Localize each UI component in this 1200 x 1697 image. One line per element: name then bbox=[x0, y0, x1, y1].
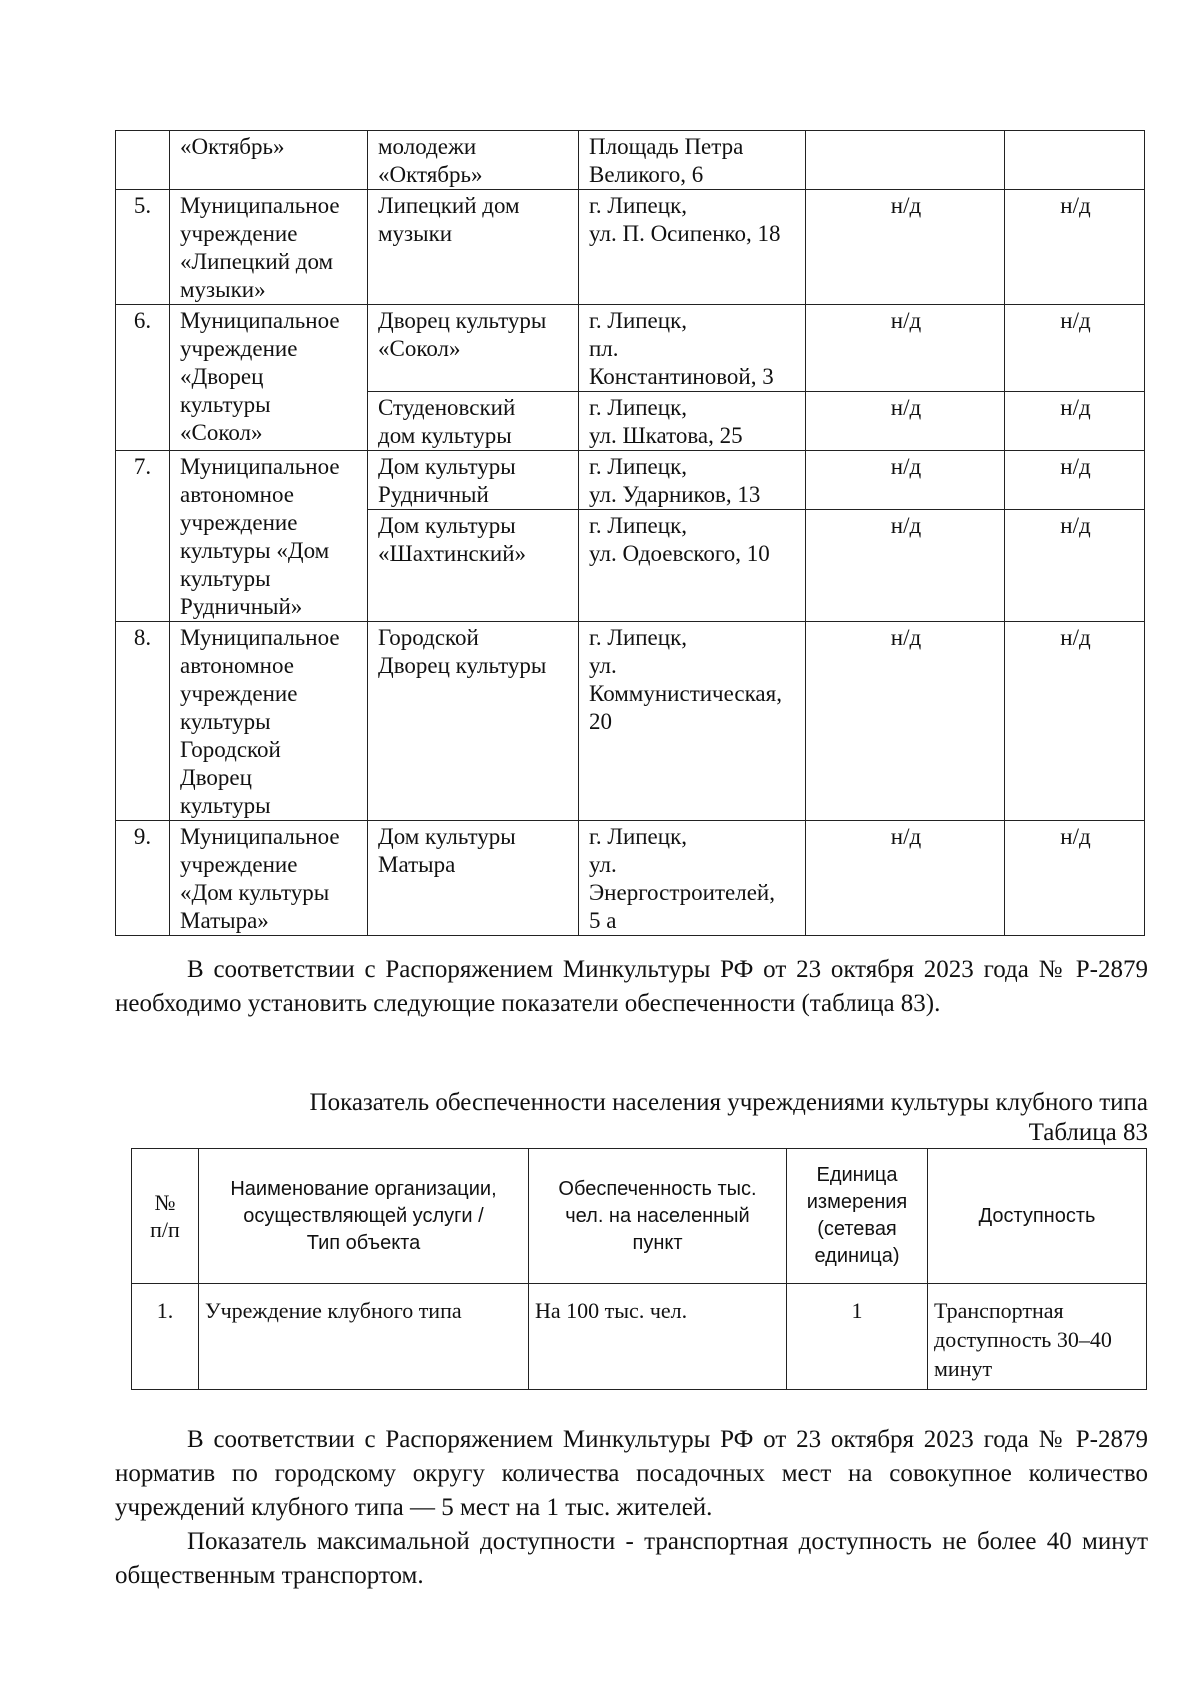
address-cell: г. Липецк, ул. П. Осипенко, 18 bbox=[579, 190, 806, 305]
value-cell: н/д bbox=[806, 305, 1005, 392]
organization-cell: Муниципальное учреждение «Дворец культуры «Сокол» bbox=[170, 305, 368, 451]
header-unit: Единица измерения (сетевая единица) bbox=[787, 1149, 928, 1284]
row-number: 9. bbox=[116, 821, 170, 936]
address-cell: г. Липецк, пл. Константиновой, 3 bbox=[579, 305, 806, 392]
table-row bbox=[116, 821, 1145, 936]
value-cell bbox=[1005, 131, 1145, 190]
paragraph-text: Показатель максимальной доступности - транспортная доступность не более 40 минут общественным транспортом. bbox=[115, 1528, 1148, 1589]
paragraph-seating-norm bbox=[115, 1423, 1148, 1525]
facility-name-cell: молодежи «Октябрь» bbox=[368, 131, 579, 190]
value-cell: н/д bbox=[806, 510, 1005, 622]
header-number: № п/п bbox=[132, 1149, 199, 1284]
value-cell: н/д bbox=[1005, 392, 1145, 451]
address-cell: г. Липецк, ул. Шкатова, 25 bbox=[579, 392, 806, 451]
organization-cell: Муниципальное учреждение «Дом культуры Матыра» bbox=[170, 821, 368, 936]
organization-cell: «Октябрь» bbox=[170, 131, 368, 190]
facility-name-cell: Дом культуры Рудничный bbox=[368, 451, 579, 510]
header-provision: Обеспеченность тыс. чел. на населенный пункт bbox=[529, 1149, 787, 1284]
value-cell: н/д bbox=[1005, 190, 1145, 305]
address-cell: г. Липецк, ул. Коммунистическая, 20 bbox=[579, 622, 806, 821]
value-cell: н/д bbox=[806, 451, 1005, 510]
value-cell: н/д bbox=[806, 392, 1005, 451]
accessibility-cell: Транспортная доступность 30–40 минут bbox=[928, 1284, 1147, 1390]
value-cell: н/д bbox=[1005, 821, 1145, 936]
facility-name-cell: Дом культуры Матыра bbox=[368, 821, 579, 936]
facility-name-cell: Студеновский дом культуры bbox=[368, 392, 579, 451]
facility-name-cell: Дворец культуры «Сокол» bbox=[368, 305, 579, 392]
value-cell: н/д bbox=[806, 622, 1005, 821]
paragraph-max-accessibility bbox=[115, 1525, 1148, 1593]
provision-cell: На 100 тыс. чел. bbox=[529, 1284, 787, 1390]
row-number: 6. bbox=[116, 305, 170, 451]
table-row bbox=[116, 131, 1145, 190]
address-cell: г. Липецк, ул. Ударников, 13 bbox=[579, 451, 806, 510]
table-header-row bbox=[132, 1149, 1147, 1284]
value-cell: н/д bbox=[1005, 305, 1145, 392]
facility-name-cell: Дом культуры «Шахтинский» bbox=[368, 510, 579, 622]
address-cell: Площадь Петра Великого, 6 bbox=[579, 131, 806, 190]
row-number: 5. bbox=[116, 190, 170, 305]
facility-name-cell: Липецкий дом музыки bbox=[368, 190, 579, 305]
table-row bbox=[116, 190, 1145, 305]
paragraph-regulation-intro bbox=[115, 953, 1148, 1021]
organization-cell: Муниципальное автономное учреждение культуры Городской Дворец культуры bbox=[170, 622, 368, 821]
value-cell: н/д bbox=[1005, 622, 1145, 821]
address-cell: г. Липецк, ул. Одоевского, 10 bbox=[579, 510, 806, 622]
value-cell: н/д bbox=[1005, 510, 1145, 622]
header-accessibility: Доступность bbox=[928, 1149, 1147, 1284]
provision-table bbox=[131, 1148, 1147, 1390]
facility-name-cell: Городской Дворец культуры bbox=[368, 622, 579, 821]
unit-cell: 1 bbox=[787, 1284, 928, 1390]
row-number bbox=[116, 131, 170, 190]
table-row bbox=[116, 451, 1145, 510]
paragraph-text: В соответствии с Распоряжением Минкультуры РФ от 23 октября 2023 года № Р-2879 норматив по городскому округу количества посадочных мест на совокупное количество учреждений клубного типа — 5 мест на 1 тыс. жителей. bbox=[115, 1426, 1148, 1521]
row-number: 1. bbox=[132, 1284, 199, 1390]
header-organization: Наименование организации, осуществляющей услуги / Тип объекта bbox=[199, 1149, 529, 1284]
table-number: Таблица 83 bbox=[1028, 1119, 1148, 1146]
row-number: 7. bbox=[116, 451, 170, 622]
row-number: 8. bbox=[116, 622, 170, 821]
value-cell: н/д bbox=[806, 821, 1005, 936]
organization-cell: Муниципальное учреждение «Липецкий дом музыки» bbox=[170, 190, 368, 305]
paragraph-text: В соответствии с Распоряжением Минкультуры РФ от 23 октября 2023 года № Р-2879 необходимо установить следующие показатели обеспеченности (таблица 83). bbox=[115, 956, 1148, 1017]
value-cell: н/д bbox=[1005, 451, 1145, 510]
cultural-institutions-table bbox=[115, 130, 1145, 936]
table-row bbox=[116, 305, 1145, 392]
organization-cell: Муниципальное автономное учреждение культуры «Дом культуры Рудничный» bbox=[170, 451, 368, 622]
address-cell: г. Липецк, ул. Энергостроителей, 5 а bbox=[579, 821, 806, 936]
table-caption bbox=[115, 1088, 1148, 1148]
value-cell: н/д bbox=[806, 190, 1005, 305]
value-cell bbox=[806, 131, 1005, 190]
table-row bbox=[116, 622, 1145, 821]
organization-cell: Учреждение клубного типа bbox=[199, 1284, 529, 1390]
table-row bbox=[132, 1284, 1147, 1390]
table-title: Показатель обеспеченности населения учреждениями культуры клубного типа bbox=[309, 1089, 1148, 1116]
